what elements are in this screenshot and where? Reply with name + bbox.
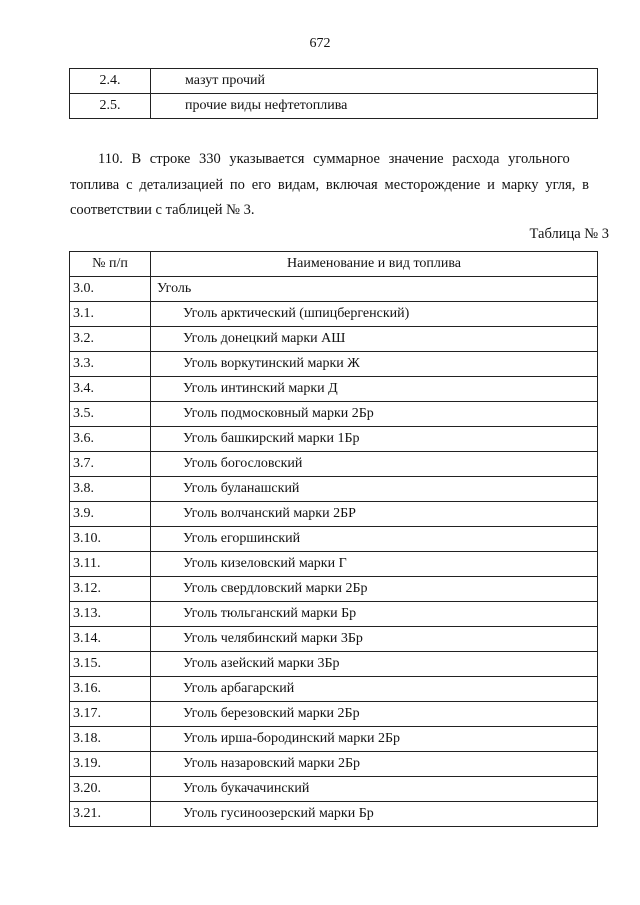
table-row: [70, 702, 598, 727]
fuel-name: Уголь березовский марки 2Бр: [151, 702, 598, 727]
row-number: 3.15.: [70, 652, 151, 677]
fuel-name: Уголь егоршинский: [151, 527, 598, 552]
row-number: 3.7.: [70, 452, 151, 477]
fuel-name: Уголь назаровский марки 2Бр: [151, 752, 598, 777]
page-number: 672: [309, 36, 331, 51]
fuel-name: Уголь арктический (шпицбергенский): [151, 302, 598, 327]
row-number: 3.5.: [70, 402, 151, 427]
fuel-name: Уголь букачачинский: [151, 777, 598, 802]
fuel-name: Уголь интинский марки Д: [151, 377, 598, 402]
table-row: [70, 277, 598, 302]
table-row: [70, 427, 598, 452]
row-number: 3.20.: [70, 777, 151, 802]
row-number: 2.4.: [70, 69, 151, 94]
table-row: [70, 69, 598, 94]
fuel-name: Уголь арбагарский: [151, 677, 598, 702]
coal-fuel-table-body: [70, 252, 598, 827]
table-row: [70, 502, 598, 527]
paragraph-line: топлива с детализацией по его видам, включая месторождение и марку угля, в: [70, 176, 590, 193]
row-number: 3.8.: [70, 477, 151, 502]
row-number: 3.19.: [70, 752, 151, 777]
row-number: 3.10.: [70, 527, 151, 552]
fuel-name: прочие виды нефтетоплива: [151, 94, 598, 119]
fuel-name: Уголь тюльганский марки Бр: [151, 602, 598, 627]
top-table-body: [70, 69, 598, 119]
row-number: 3.6.: [70, 427, 151, 452]
table-row: [70, 777, 598, 802]
table-row: [70, 727, 598, 752]
table-row: [70, 302, 598, 327]
table-row: [70, 627, 598, 652]
table-row: [70, 552, 598, 577]
fuel-name: Уголь свердловский марки 2Бр: [151, 577, 598, 602]
table-row: [70, 377, 598, 402]
table-row: [70, 602, 598, 627]
fuel-name: Уголь подмосковный марки 2Бр: [151, 402, 598, 427]
top-table: [69, 68, 598, 119]
column-header-name: Наименование и вид топлива: [151, 252, 598, 277]
table-caption: Таблица № 3: [529, 226, 609, 242]
table-row: [70, 577, 598, 602]
row-number: 3.12.: [70, 577, 151, 602]
row-number: 3.2.: [70, 327, 151, 352]
coal-fuel-table: [69, 251, 598, 827]
fuel-name: Уголь богословский: [151, 452, 598, 477]
table-row: [70, 94, 598, 119]
row-number: 3.21.: [70, 802, 151, 827]
table-row: [70, 527, 598, 552]
row-number: 3.4.: [70, 377, 151, 402]
table-row: [70, 652, 598, 677]
fuel-name: мазут прочий: [151, 69, 598, 94]
table-row: [70, 752, 598, 777]
table-row: [70, 802, 598, 827]
row-number: 2.5.: [70, 94, 151, 119]
fuel-name: Уголь воркутинский марки Ж: [151, 352, 598, 377]
row-number: 3.18.: [70, 727, 151, 752]
fuel-name: Уголь волчанский марки 2БР: [151, 502, 598, 527]
table-row: [70, 677, 598, 702]
fuel-name: Уголь донецкий марки АШ: [151, 327, 598, 352]
fuel-name: Уголь ирша-бородинский марки 2Бр: [151, 727, 598, 752]
fuel-name: Уголь челябинский марки 3Бр: [151, 627, 598, 652]
row-number: 3.11.: [70, 552, 151, 577]
row-number: 3.14.: [70, 627, 151, 652]
row-number: 3.3.: [70, 352, 151, 377]
row-number: 3.13.: [70, 602, 151, 627]
row-number: 3.0.: [70, 277, 151, 302]
paragraph-110: [70, 147, 610, 224]
fuel-name: Уголь кизеловский марки Г: [151, 552, 598, 577]
table-row: [70, 327, 598, 352]
fuel-name: Уголь башкирский марки 1Бр: [151, 427, 598, 452]
table-row: [70, 452, 598, 477]
table-row: [70, 352, 598, 377]
fuel-name: Уголь: [151, 277, 598, 302]
row-number: 3.1.: [70, 302, 151, 327]
fuel-name: Уголь гусиноозерский марки Бр: [151, 802, 598, 827]
row-number: 3.9.: [70, 502, 151, 527]
fuel-name: Уголь азейский марки 3Бр: [151, 652, 598, 677]
table-row: [70, 477, 598, 502]
column-header-number: № п/п: [70, 252, 151, 277]
paragraph-line: соответствии с таблицей № 3.: [70, 202, 255, 218]
paragraph-line: 110. В строке 330 указывается суммарное значение расхода угольного: [98, 151, 570, 167]
row-number: 3.17.: [70, 702, 151, 727]
table-header-row: [70, 252, 598, 277]
table-row: [70, 402, 598, 427]
fuel-name: Уголь буланашский: [151, 477, 598, 502]
row-number: 3.16.: [70, 677, 151, 702]
